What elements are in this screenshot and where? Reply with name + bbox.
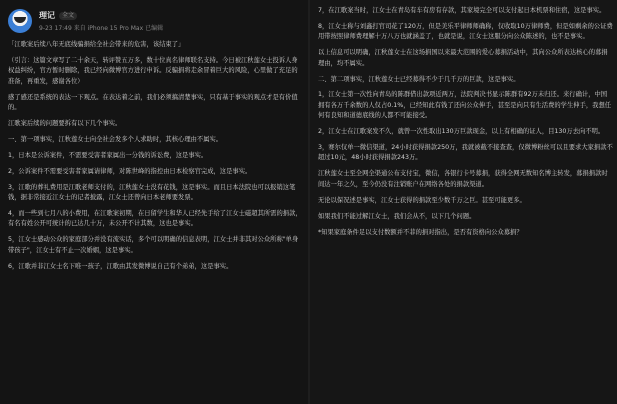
paragraph: 江秋莲女士至全网全渠通公布支付宝，微信，各银行卡号募捐，获得全网无数知名博主转发，募捐捐款时间达一年之久，至今仍没有注销账户在网络各处的捐款渠道。: [318, 170, 608, 188]
paragraph: *知果家庭条件足以支付数额并不菲的捐对指出，是否有资格向公众募捐？: [318, 228, 523, 236]
paragraph: 4，而一些到七月八的小费用，在江歌案初期，在日留学生和华人已经先手给了江女士磁超其所需的捐款，有名有姓公开可统计的已达几十万，未公开不计其数，这也是事实。: [8, 209, 302, 228]
paragraph: 7，在江歌案当时，江女士在青岛有车有房有存款，其家境完全可以支付起日本机票和住宿，这是事实。: [318, 7, 606, 14]
post-header: [8, 6, 302, 36]
paragraph: 「江歌案后续八年无底线骗捐给全社会带来的危害，该结束了」: [8, 41, 185, 48]
paragraph: 8，江女士称与刘鑫打官司花了120万，但是美乐平律师师确称，仅收取10万律师费，但是如剩余的公证费用带按照律师费理解十万八万也就涵盖了，也就是说，江女士这服分向公众陈述的，也不是事实。: [318, 22, 613, 41]
paragraph: 无论以保况述是事实，江女士获得的捐款至少数千万之巨。甚至可能更多。: [318, 196, 526, 204]
avatar[interactable]: [8, 9, 32, 33]
paragraph: 如果我们不能过解江女士，我们会从不，以下几个问题。: [318, 212, 476, 220]
paragraph: 5，江女士感动公众的家庭部分并没有流实话，多个可以明确的信息表明，江女士并非其对公众所称"单身带孩子"，江女士有不止一次婚姻，这是事实。: [8, 236, 299, 254]
paragraph: 一、第一项事实，江秋莲女士向全社会发多个人求助时，其核心理由不属实。: [8, 135, 223, 143]
user-block: [39, 10, 163, 32]
paragraph: 江歌案后续的问题要拆有以下几个事实。: [8, 119, 122, 127]
user-row: [39, 10, 163, 21]
status-badge: 全文: [59, 12, 77, 20]
paragraph: 1，江女士第一次性向青岛的陈群借出款项近两万，法院判决书显示陈群有92万未归还。来行确计，中国拥有各万千余数的人仅占0.1%，已经知此有钱了还向公众伸手，甚至是向只有生活费的学生伸手，我想任何有良知和道德底线的人都不可能接受。: [318, 91, 612, 120]
paragraph: 二、第二项事实，江秋莲女士已经募得不少于几千万的巨款，这是事实。: [318, 75, 520, 83]
paragraph: 3，江歌的葬礼费用是江歌老师支付的，江秋莲女士没有花钱，这是事实。而且日本法院也可以报销这笔钱，据非常接近江女士的记者披露，江女士还曾向日本老师要发票。: [8, 183, 296, 201]
post-column-right: [310, 0, 617, 404]
post-column-left: [0, 0, 308, 404]
paragraph: 2，公诉案件不需要受害者家属请律师，对陈世峰的指控由日本检察官完成，这是事实。: [8, 167, 252, 175]
paragraph: 6，江歌并非江女士名下唯一孩子，江歌由其发微博说自己有个弟弟，这是事实。: [8, 262, 233, 270]
paragraph: 2，江女士在江歌案发不久，就曾一次性取出130万巨款现金，以上有相确的证人，目130万去向不明。: [318, 128, 605, 136]
paragraph: 1，日本是公诉案件，不需要受害者家属出一分钱的诉讼费，这是事实。: [8, 151, 208, 159]
username[interactable]: 理记: [39, 11, 55, 20]
paragraph: 3，赛尔仅单一微信渠道，24小时获得捐款250万，我就被截不接查查，仅微博粉丝可以且要求大家捐款不超过10元，48小时获得捐款243万。: [318, 144, 613, 162]
paragraph: 感了感还是系统的表达一下观点。在表达着之前，我们必须搞清楚事实，只有基于事实的观点才是有价值的。: [8, 93, 298, 112]
post-meta: 9-23 17:49 来自 iPhone 15 Pro Max 已编辑: [39, 25, 164, 32]
paragraph: （引言：这篇文章写了二十余天，转评赞五万多，数十位真名律师联名支持。今日被江秋莲女士投诉人身权益纠纷，官方暂时删除，我已经向微博官方进行申诉。反骗捐将走余冒着巨大的风险，心里做了充足的准备，再重发，感谢各位）: [8, 56, 298, 85]
paragraph: 以上信息可以明确，江秋莲女士在这场捐国以来最大范围的爱心募捐活动中，其向公众所表达核心的募捐理由，均不属实。: [318, 49, 608, 67]
